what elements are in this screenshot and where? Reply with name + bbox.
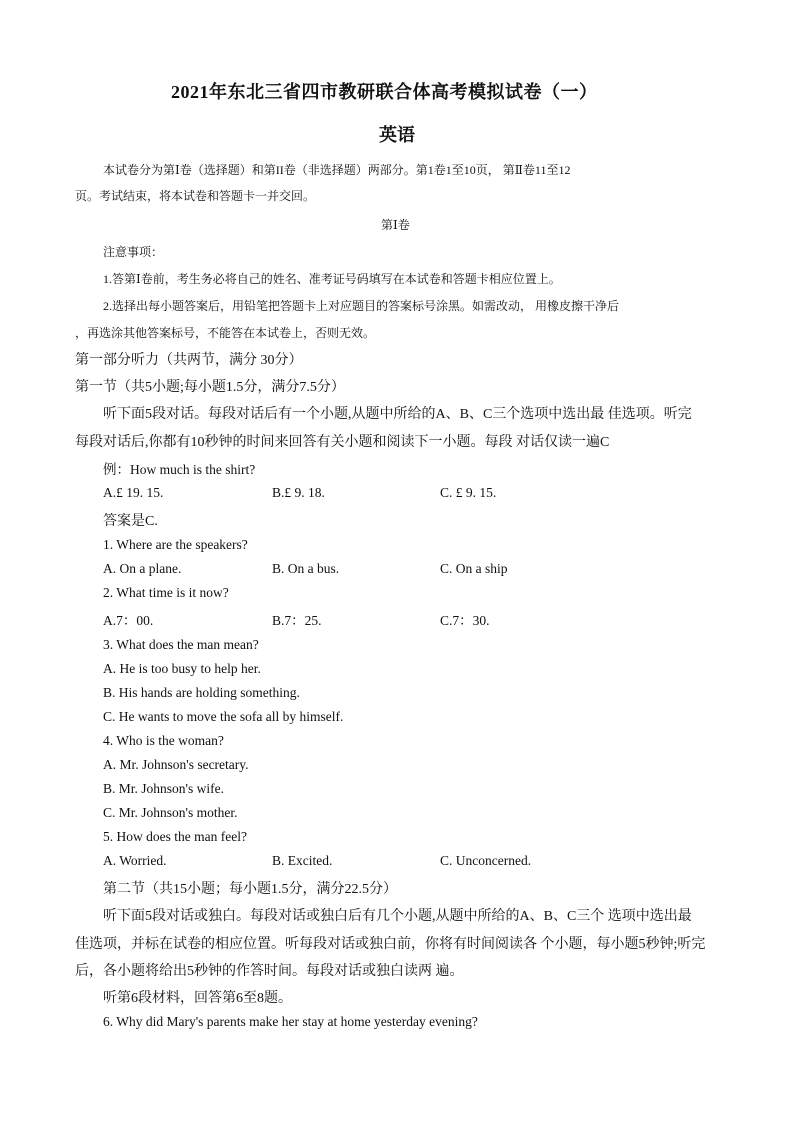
q3-option-a: A. He is too busy to help her. bbox=[103, 661, 261, 676]
q5-option-b: B. Excited. bbox=[272, 853, 333, 868]
section1-instructions-line-2: 每段对话后,你都有10秒钟的时间来回答有关小题和阅读下一小题。每段 对话仅读一遍C bbox=[75, 435, 610, 450]
q5-option-a: A. Worried. bbox=[103, 853, 167, 868]
section2-instructions-line-3: 后，各小题将给出5秒钟的作答时间。每段对话或独白读两 遍。 bbox=[75, 964, 464, 979]
exam-title: 2021年东北三省四市教研联合体高考模拟试卷（一） bbox=[171, 82, 598, 102]
q1-question: 1. Where are the speakers? bbox=[103, 537, 248, 552]
notes-item-1: 1.答第Ⅰ卷前，考生务必将自己的姓名、准考证号码填写在本试卷和答题卡相应位置上。 bbox=[103, 272, 561, 286]
section2-instructions-line-1: 听下面5段对话或独白。每段对话或独白后有几个小题,从题中所给的A、B、C三个 选项中选出最 bbox=[103, 909, 692, 924]
section1-heading: 第一节（共5小题;每小题1.5分，满分7.5分） bbox=[75, 380, 345, 395]
q4-question: 4. Who is the woman? bbox=[103, 733, 224, 748]
q2-option-c: C.7：30. bbox=[440, 613, 490, 628]
section2-heading: 第二节（共15小题；每小题1.5分，满分22.5分） bbox=[103, 882, 397, 897]
section1-instructions-line-1: 听下面5段对话。每段对话后有一个小题,从题中所给的A、B、C三个选项中选出最 佳选项。听完 bbox=[103, 407, 692, 422]
example-answer: 答案是C. bbox=[103, 514, 158, 529]
q3-option-b: B. His hands are holding something. bbox=[103, 685, 300, 700]
q1-option-b: B. On a bus. bbox=[272, 561, 340, 576]
notes-item-2-line-1: 2.选择出每小题答案后，用铅笔把答题卡上对应题目的答案标号涂黑。如需改动， 用橡皮擦干净后 bbox=[103, 299, 620, 313]
intro-line-2: 页。考试结束，将本试卷和答题卡一并交回。 bbox=[75, 189, 316, 203]
q5-question: 5. How does the man feel? bbox=[103, 829, 247, 844]
notes-heading: 注意事项： bbox=[103, 245, 164, 259]
volume-label: 第Ⅰ卷 bbox=[381, 218, 410, 232]
q4-option-a: A. Mr. Johnson's secretary. bbox=[103, 757, 249, 772]
q3-question: 3. What does the man mean? bbox=[103, 637, 259, 652]
material-6-heading: 听第6段材料，回答第6至8题。 bbox=[103, 991, 292, 1006]
q3-option-c: C. He wants to move the sofa all by himself. bbox=[103, 709, 344, 724]
example-option-c: C. £ 9. 15. bbox=[440, 485, 497, 500]
example-question: 例：How much is the shirt? bbox=[103, 462, 256, 477]
example-option-a: A.£ 19. 15. bbox=[103, 485, 164, 500]
q4-option-b: B. Mr. Johnson's wife. bbox=[103, 781, 224, 796]
q6-question: 6. Why did Mary's parents make her stay at home yesterday evening? bbox=[103, 1014, 478, 1029]
q2-option-b: B.7：25. bbox=[272, 613, 322, 628]
section2-instructions-line-2: 佳选项，并标在试卷的相应位置。听每段对话或独白前，你将有时间阅读各 个小题，每小题5秒钟;听完 bbox=[75, 937, 706, 952]
q4-option-c: C. Mr. Johnson's mother. bbox=[103, 805, 238, 820]
part1-heading: 第一部分听力（共两节，满分 30分） bbox=[75, 353, 303, 368]
q1-option-a: A. On a plane. bbox=[103, 561, 182, 576]
q2-option-a: A.7：00. bbox=[103, 613, 154, 628]
intro-line-1: 本试卷分为第Ⅰ卷（选择题）和第II卷（非选择题）两部分。第1卷1至10页， 第Ⅱ卷11至12 bbox=[103, 163, 571, 177]
subject-title: 英语 bbox=[379, 125, 415, 145]
q5-option-c: C. Unconcerned. bbox=[440, 853, 532, 868]
q2-question: 2. What time is it now? bbox=[103, 585, 229, 600]
example-option-b: B.£ 9. 18. bbox=[272, 485, 325, 500]
q1-option-c: C. On a ship bbox=[440, 561, 508, 576]
notes-item-2-line-2: ，再选涂其他答案标号，不能答在本试卷上，否则无效。 bbox=[75, 326, 376, 340]
